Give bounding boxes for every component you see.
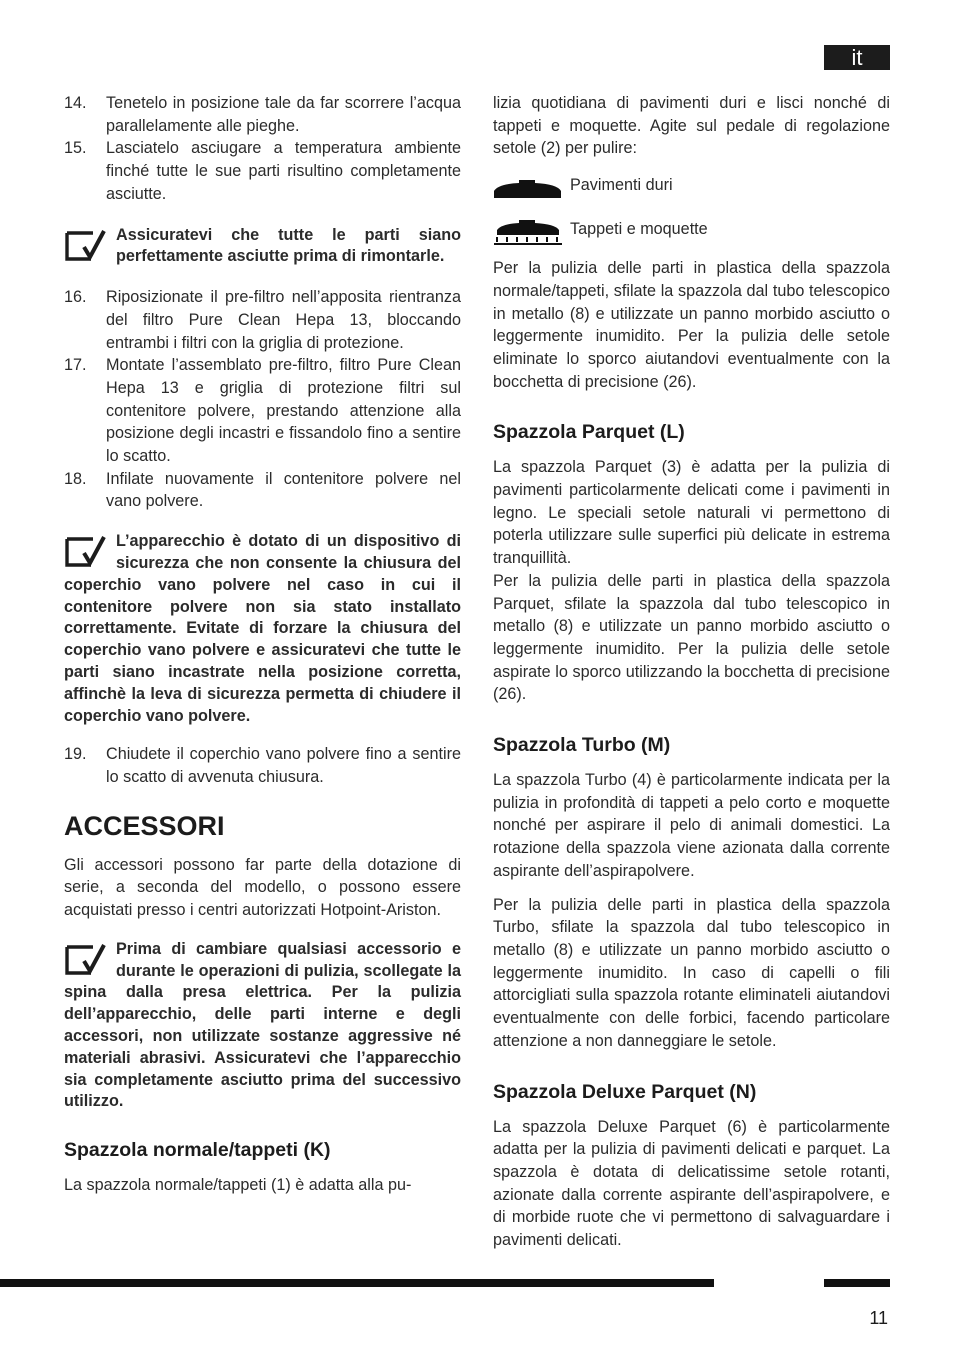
step-15 <box>64 137 461 205</box>
step-text: Tenetelo in posizione tale da far scorrere l’acqua parallelamente alle pieghe. <box>106 94 461 135</box>
para-k-continued: lizia quotidiana di pavimenti duri e lisci nonché di tappeti e moquette. Agite sul pedale di regolazione setole (2) per pulire: <box>493 94 890 158</box>
brush-carpet-icon <box>493 216 563 253</box>
para-k-start: La spazzola normale/tappeti (1) è adatta alla pu- <box>64 1176 412 1195</box>
step-text: Riposizionate il pre-filtro nell’apposita rientranza del filtro Pure Clean Hepa 13, bloccando entrambi i filtri con la griglia di protezione. <box>106 288 461 352</box>
para-k-cleaning: Per la pulizia delle parti in plastica della spazzola normale/tappeti, sfilate la spazzola dal tubo telescopico in metallo (8) e utilizzate un panno morbido asciutto o leggermente inumidito. Per la pulizia delle setole eliminate lo sporco aiutandovi eventualmente con la bocchetta di precisione (26). <box>493 259 890 391</box>
para-m-2: Per la pulizia delle parti in plastica della spazzola Turbo, sfilate la spazzola dal tubo telescopico in metallo (8) e utilizzate un panno morbido asciutto o leggermente inumidito. In caso di capelli o fili attorcigliati sulla spazzola rotante eliminateli aiutandovi eventualmente con delle forbici, facendo particolare attenzione a non danneggiare le setole. <box>493 895 890 1050</box>
checkbox-note-icon <box>64 941 108 977</box>
step-number: 15. <box>64 139 87 158</box>
step-17 <box>64 354 461 468</box>
para-m-1: La spazzola Turbo (4) è particolarmente indicata per la pulizia in profondità di tappeti a pelo corto e moquette nonché per aspirare il pelo di animali domestici. La rotazione della spazzola viene azionata dalla corrente aspirante dell’aspirapolvere. <box>493 771 890 880</box>
checkbox-note-icon <box>64 227 108 263</box>
checkbox-note-icon <box>64 533 108 569</box>
step-text: Infilate nuovamente il contenitore polvere nel vano polvere. <box>106 469 461 511</box>
para-n: La spazzola Deluxe Parquet (6) è particolarmente adatta per la pulizia di pavimenti delicati e parquet. La spazzola è dotata di delicatissime setole rotanti, azionate dalla corrente aspirante dell’aspirapolvere, e di morbide ruote che vi permettono di salvaguardare i pavimenti delicati. <box>493 1117 890 1250</box>
footer-rule-right <box>824 1279 890 1287</box>
steps-14-15 <box>64 92 461 206</box>
step-16 <box>64 286 461 354</box>
step-number: 18. <box>64 469 87 488</box>
step-text: Lasciatelo asciugare a temperatura ambiente finché tutte le sue parti risultino completamente asciutte. <box>106 139 461 203</box>
page-number: 11 <box>869 1308 888 1328</box>
step-19 <box>64 743 461 788</box>
para-l-1: La spazzola Parquet (3) è adatta per la pulizia di pavimenti particolarmente delicati come i pavimenti in legno. Le speciali setole naturali vi permettono di poterla utilizzare sulle superfici più delicate in estrema tranquillità. <box>493 458 890 568</box>
section-heading-accessori: ACCESSORI <box>64 810 225 841</box>
icon-row-carpet <box>493 216 890 260</box>
note-text: Prima di cambiare qualsiasi accessorio e durante le operazioni di pulizia, scollegate la spina dalla presa elettrica. Per la pulizia dell’apparecchio, delle parti interne e degli accessori, non utilizzate sostanze aggressive né materiali abrasivi. Assicuratevi che l’apparecchio sia completamente asciutto prima del successivo utilizzo. <box>64 939 461 1111</box>
step-19-list <box>64 743 461 788</box>
step-18 <box>64 468 461 513</box>
step-text: Montate l’assemblato pre-filtro, filtro Pure Clean Hepa 13 e griglia di protezione filtri sul contenitore polvere, prestando attenzione alla posizione degli incastri e fissandolo fino a sentire lo scatto. <box>106 356 461 466</box>
note-text: L’apparecchio è dotato di un dispositivo di sicurezza che non consente la chiusura del coperchio vano polvere nel caso in cui il contenitore polvere non sia stato installato correttamente. Evitate di forzare la chiusura del coperchio vano polvere e assicuratevi che tutte le parti siano incastrate nella posizione corretta, affinchè la leva di sicurezza permetta di chiudere il coperchio vano polvere. <box>64 532 461 725</box>
heading-spazzola-k: Spazzola normale/tappeti (K) <box>64 1139 331 1162</box>
steps-16-18 <box>64 286 461 513</box>
heading-spazzola-l: Spazzola Parquet (L) <box>493 421 685 444</box>
right-column <box>493 92 890 1252</box>
accessori-intro: Gli accessori possono far parte della dotazione di serie, a seconda del modello, o possono essere acquistati presso i centri autorizzati Hotpoint-Ariston. <box>64 855 461 920</box>
footer-rule-left <box>0 1279 714 1287</box>
para-l-2: Per la pulizia delle parti in plastica della spazzola Parquet, sfilate la spazzola dal tubo telescopico in metallo (8) e utilizzate un panno morbido asciutto o leggermente inumidito. Per la pulizia delle setole aspirate lo sporco utilizzando la bocchetta di precisione (26). <box>493 571 890 704</box>
step-number: 19. <box>64 745 87 764</box>
language-tab: it <box>824 45 890 70</box>
icon-row-hard-floor <box>493 172 890 216</box>
step-14 <box>64 92 461 137</box>
step-number: 17. <box>64 356 87 375</box>
note-dry-parts <box>64 225 461 269</box>
heading-spazzola-n: Spazzola Deluxe Parquet (N) <box>493 1080 757 1103</box>
left-column <box>64 92 461 1197</box>
note-text: Assicuratevi che tutte le parti siano perfettamente asciutte prima di rimontarle. <box>116 225 461 266</box>
brush-hard-floor-icon <box>493 172 563 207</box>
step-text: Chiudete il coperchio vano polvere fino a sentire lo scatto di avvenuta chiusura. <box>106 745 461 787</box>
heading-spazzola-m: Spazzola Turbo (M) <box>493 734 671 757</box>
icon-label-carpet: Tappeti e moquette <box>570 220 708 239</box>
note-safety-device <box>64 531 461 727</box>
step-number: 14. <box>64 94 87 112</box>
note-accessory-change <box>64 939 461 1113</box>
icon-label-hard-floor: Pavimenti duri <box>570 176 673 195</box>
step-number: 16. <box>64 288 87 307</box>
